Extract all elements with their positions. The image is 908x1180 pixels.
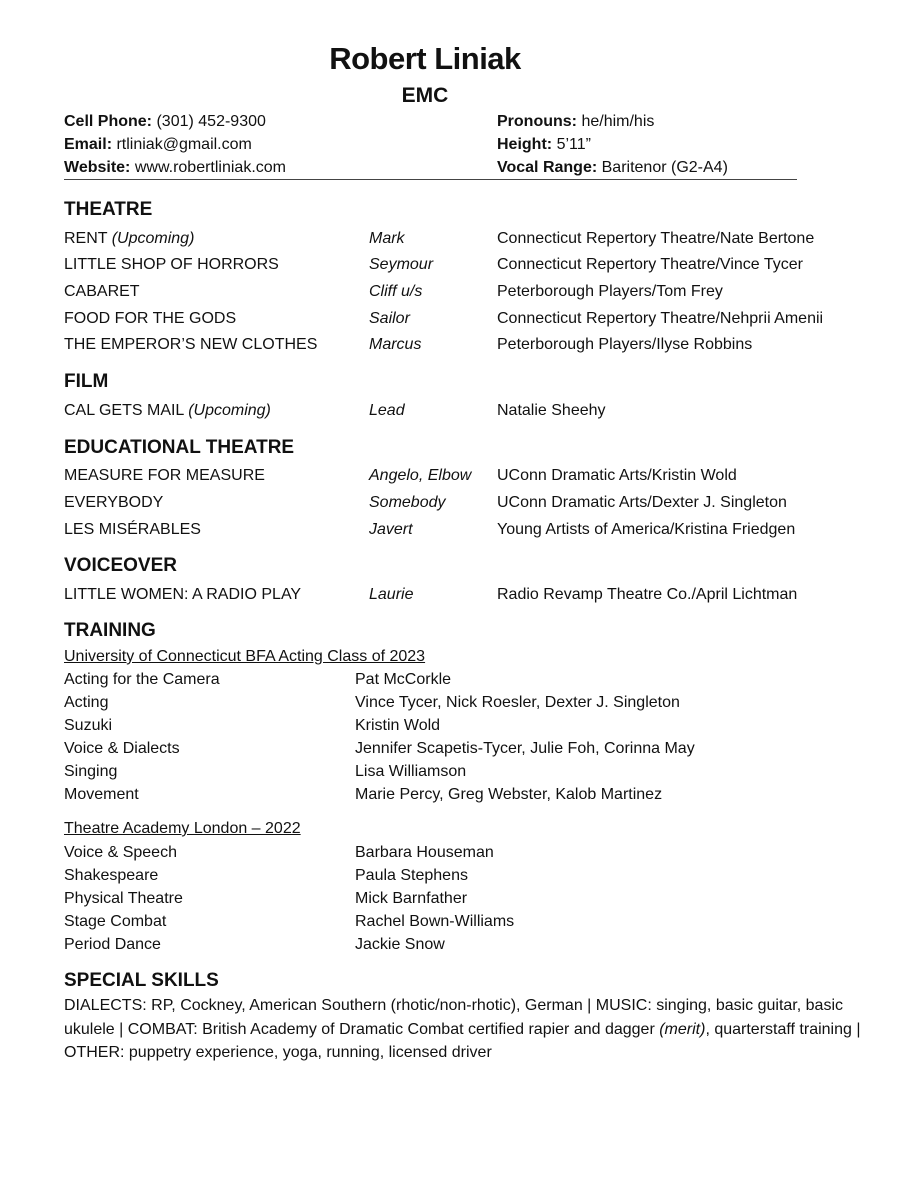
training-row: Stage Combat Rachel Bown-Williams — [64, 913, 515, 930]
training-row: Voice & Dialects Jennifer Scapetis-Tycer, Julie Foh, Corinna May — [64, 740, 695, 757]
school-london: Theatre Academy London – 2022 — [64, 820, 301, 837]
header-divider — [64, 179, 797, 180]
credit-row: FOOD FOR THE GODS Sailor Connecticut Repertory Theatre/Nehprii Amenii — [64, 310, 824, 327]
actor-name: Robert Liniak — [329, 41, 521, 76]
training-row: Shakespeare Paula Stephens — [64, 867, 468, 884]
vocal-range: Baritenor (G2-A4) — [601, 159, 728, 176]
pronouns-line: Pronouns: he/him/his — [497, 113, 655, 130]
training-row: Acting Vince Tycer, Nick Roesler, Dexter J. Singleton — [64, 694, 680, 711]
school-uconn: University of Connecticut BFA Acting Class of 2023 — [64, 648, 426, 665]
training-row: Acting for the Camera Pat McCorkle — [64, 671, 452, 688]
website: www.robertliniak.com — [134, 159, 286, 176]
training-heading: TRAINING — [64, 620, 156, 641]
email: rtliniak@gmail.com — [116, 136, 252, 153]
credit-row: CAL GETS MAIL (Upcoming) Lead Natalie Sheehy — [64, 402, 606, 419]
email-line: Email: rtliniak@gmail.com — [64, 136, 252, 153]
educational-heading: EDUCATIONAL THEATRE — [64, 437, 295, 458]
credit-row: LES MISÉRABLES Javert Young Artists of America/Kristina Friedgen — [64, 521, 796, 538]
skills-text: DIALECTS: RP, Cockney, American Southern (rhotic/non-rhotic), German | MUSIC: singing, basic guitar, basic ukulele | COMBAT: British Academy of Dramatic Combat certified rapier and dagger (merit), quarterstaff training | OTHER: puppetry experience, yoga, running, licensed driver — [64, 997, 861, 1061]
theatre-heading: THEATRE — [64, 199, 153, 220]
phone: (301) 452-9300 — [156, 113, 266, 130]
training-row: Voice & Speech Barbara Houseman — [64, 844, 494, 861]
credit-row: LITTLE SHOP OF HORRORS Seymour Connecticut Repertory Theatre/Vince Tycer — [64, 256, 803, 273]
height: 5’11” — [556, 136, 591, 153]
credit-row: LITTLE WOMEN: A RADIO PLAY Laurie Radio Revamp Theatre Co./April Lichtman — [64, 586, 798, 603]
credit-row: CABARET Cliff u/s Peterborough Players/Tom Frey — [64, 283, 723, 300]
skills-heading: SPECIAL SKILLS — [64, 970, 219, 991]
training-row: Physical Theatre Mick Barnfather — [64, 890, 468, 907]
credit-row: RENT (Upcoming) Mark Connecticut Repertory Theatre/Nate Bertone — [64, 230, 815, 247]
credit-row: EVERYBODY Somebody UConn Dramatic Arts/Dexter J. Singleton — [64, 494, 787, 511]
contact-right — [497, 110, 728, 179]
pronouns: he/him/his — [581, 113, 655, 130]
vocal-line: Vocal Range: Baritenor (G2-A4) — [497, 159, 728, 176]
contact-left — [64, 110, 286, 179]
phone-line: Cell Phone: (301) 452-9300 — [64, 113, 266, 130]
voiceover-heading: VOICEOVER — [64, 555, 177, 576]
height-line: Height: 5’11” — [497, 136, 591, 153]
film-heading: FILM — [64, 371, 109, 392]
credit-row: MEASURE FOR MEASURE Angelo, Elbow UConn Dramatic Arts/Kristin Wold — [64, 467, 737, 484]
training-row: Period Dance Jackie Snow — [64, 936, 445, 953]
training-row: Suzuki Kristin Wold — [64, 717, 441, 734]
website-line: Website: www.robertliniak.com — [64, 159, 286, 176]
training-row: Movement Marie Percy, Greg Webster, Kalob Martinez — [64, 786, 663, 803]
credit-row: THE EMPEROR’S NEW CLOTHES Marcus Peterborough Players/Ilyse Robbins — [64, 336, 753, 353]
training-row: Singing Lisa Williamson — [64, 763, 467, 780]
union-status: EMC — [401, 84, 449, 107]
